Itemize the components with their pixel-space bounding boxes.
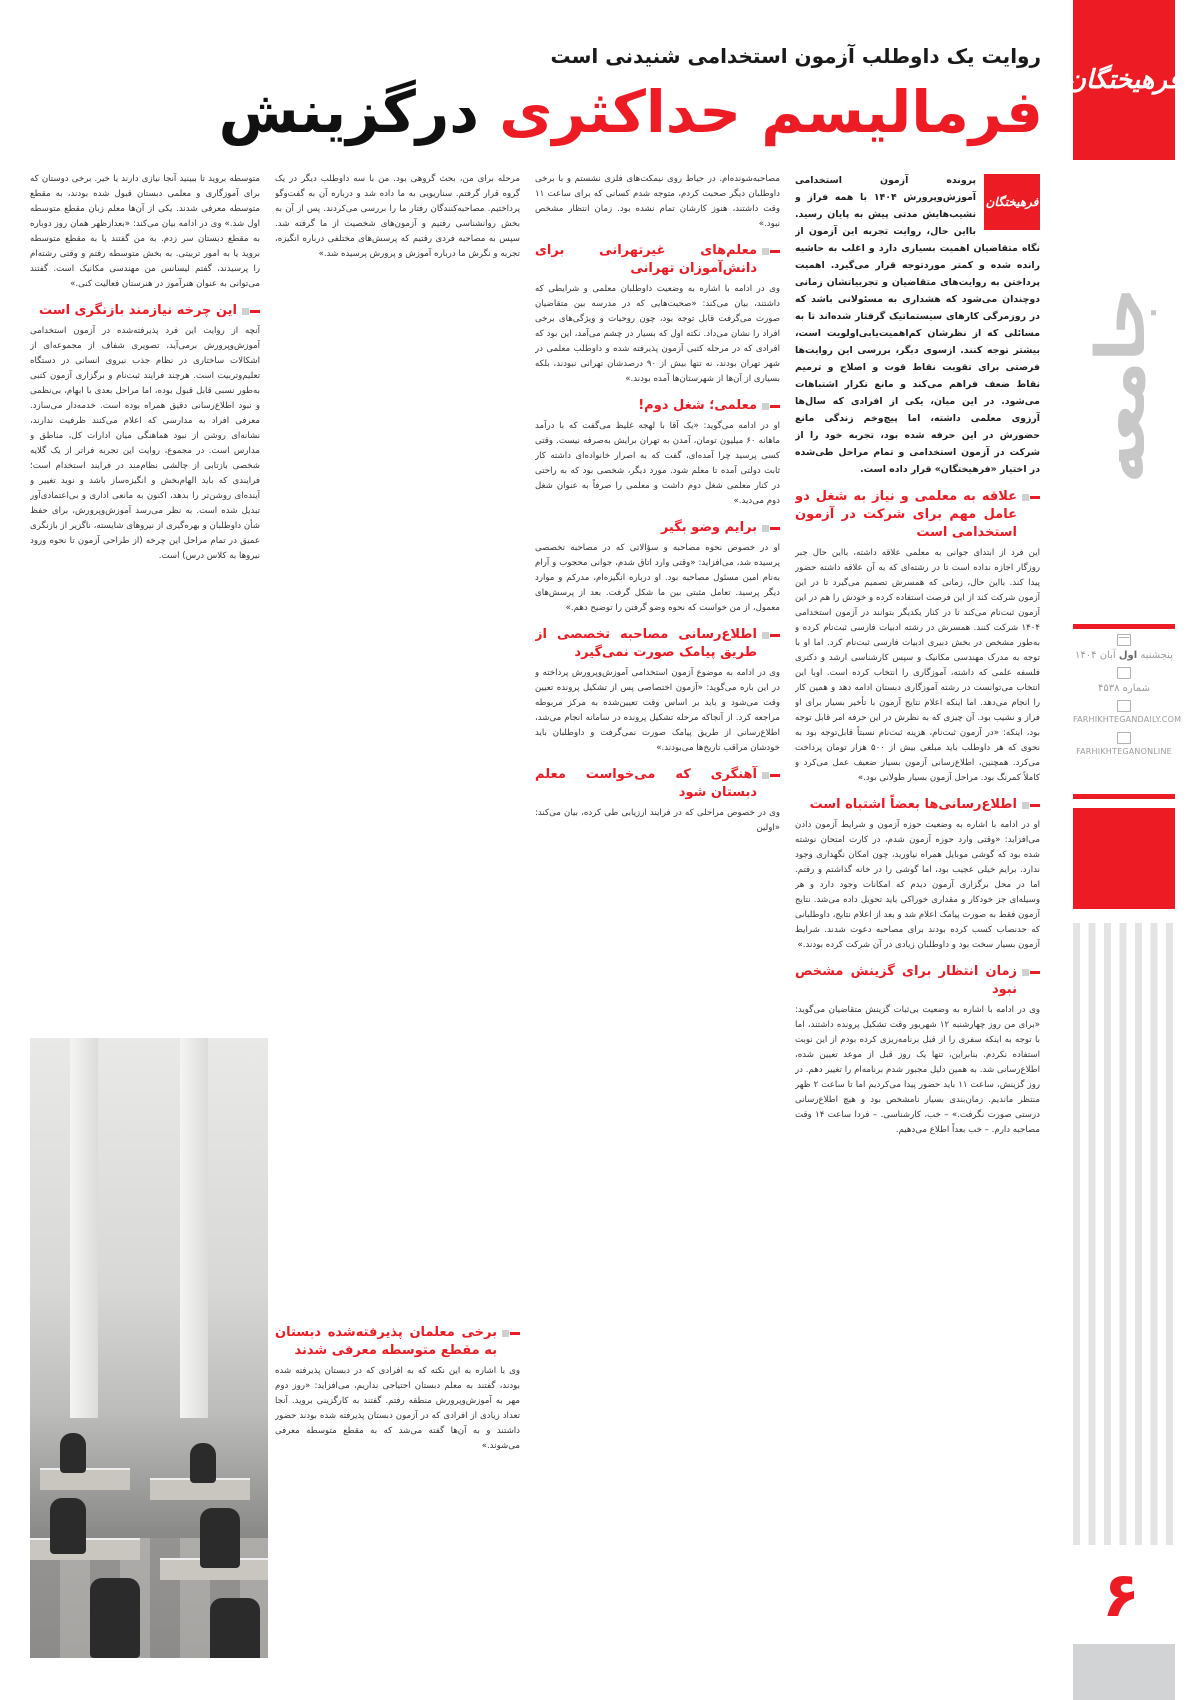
subheading-marker-icon (762, 525, 780, 532)
subheading-marker-icon (1022, 802, 1040, 809)
page-number: ۶ (1102, 1558, 1140, 1631)
paragraph: مصاحبه‌شونده‌ام. در حیاط روی نیمکت‌های فلزی نشستم و با برخی داوطلبان دیگر صحبت کردم، متوجه شدم کسانی که برای ساعت ۱۱ وقت داشتند، هنوز کارشان تمام نشده بود. زمان انتظار مشخص نبود.» (535, 174, 780, 229)
headline-red-part: فرمالیسم حداکثری (499, 78, 1043, 146)
lead-logo: فرهیختگان (984, 174, 1040, 230)
subheading-marker-icon (762, 632, 780, 639)
footer-block (1073, 1644, 1175, 1700)
paragraph: او در ادامه می‌گوید: «یک آقا با لهجه غلیظ می‌گفت که با درآمد ماهانه ۶۰ میلیون تومان، آمدن به تهران برایش به‌صرفه نیست. وقتی کسی پرسید چرا آمده‌ای، گفت که به اصرار خانواده‌ای داشته کار ثابت دولتی آمده تا معلم شود. مورد دیگر، شخصی بود که به راحتی در کنار معلمی شغل دوم داشت و معلمی را صرفاً به عنوان شغل دوم می‌دید.» (535, 421, 780, 506)
subheading-marker-icon (762, 772, 780, 779)
page-headline (219, 70, 1043, 154)
exam-hall-photo (30, 1038, 268, 1658)
article-column-1 (795, 172, 1040, 1677)
article-lead: فرهیختگان پرونده آزمون استخدامی آموزش‌وپرورش ۱۴۰۴ با همه فراز و نشیب‌هایش مدتی پیش به پایان رسید. بااین حال، روایت تجربه این آزمون از نگاه متقاضیان اهمیت بسیاری دارد و اغلب به حاشیه رانده شده و کمتر موردتوجه قرار می‌گیرد. اهمیت پرداختن به روایت‌های متقاضیان و تجربیاتشان زمانی دوچندان می‌شود که هشداری به مسئولانی باشد که در روزمرگی کارهای سیستماتیک گرفتار شده‌اند تا به مسائلی که از نظرشان کم‌اهمیت‌یا‌بی‌اولویت است، بیشتر توجه کنند. ازسوی دیگر، بررسی این روایت‌ها فرصتی برای تقویت نقاط قوت و اصلاح و ترمیم نقاط ضعف فراهم می‌کند و مانع تکرار اشتباهات می‌شود. در این میان، یکی از افرادی که سال‌ها آرزوی معلمی داشته، اما پیچ‌وخم زندگی مانع حضورش در این حرفه شده بود، تجربه خود را از شرکت در آزمون استخدامی و تمام مراحل طی‌شده در اختیار «فرهیختگان» قرار داده است. (795, 175, 1040, 475)
paragraph: این فرد از ابتدای جوانی به معلمی علاقه داشته، بااین حال جبر روزگار اجازه نداده است تا در رشته‌ای که به آن علاقه داشته حضور پیدا کند. بااین حال، زمانی که همسرش تصمیم می‌گیرد تا در این آزمون شرکت کند از این فرصت استفاده کرده و خودش را هم در این آزمون ثبت‌نام می‌کند تا در کنار یکدیگر بتوانند در آزمون استخدامی ۱۴۰۴ شرکت کنند. همسرش در رشته ادبیات فارسی ثبت‌نام کرده و به‌طور مشخص در بخش دبیری ادبیات فارسی ثبت‌نام کرد. اما او با توجه به مدرک مهندسی مکانیک و سپس کارشناسی ارشد و دکتری فلسفه علمی که داشته، آموزگاری را انتخاب کرده است. اوبا این انتخاب می‌توانست در رشته آموزگاری دبستان ادامه دهد و همین کار را انجام می‌دهد. اما اینکه اعلام نتایج آزمون با تأخیر بسیار برای او فراز و نشیب بود. آن چیزی که به نظرش در این حرفه امر قابل توجه بود، اینکه: «در آزمون ثبت‌نام، هزینه ثبت‌نام نسبتاً قابل‌توجه بود به نحوی که هر داوطلب باید مبلغی بیش از ۵۰۰ هزار تومان پرداخت می‌کرد. همچنین، اطلاع‌رسانی آزمون بسیار ضعیف عمل می‌کرد و کاملاً کمرنگ بود. مراحل آزمون بسیار طولانی بود.» (795, 548, 1040, 783)
logo-text: فرهیختگان (1066, 65, 1182, 95)
column-spacer (275, 264, 520, 1314)
article-column-2 (535, 172, 780, 1677)
calendar-icon (1117, 634, 1131, 646)
subheading: علاقه به معلمی و نیاز به شغل دو عامل مهم برای شرکت در آزمون استخدامی است (795, 488, 1040, 542)
issue-date: پنجشنبه اول آبان ۱۴۰۴ (1075, 650, 1173, 661)
issue-number: شماره ۴۵۳۸ (1098, 683, 1150, 694)
paragraph: او در ادامه با اشاره به وضعیت حوزه آزمون و شرایط آزمون دادن می‌افزاید: «وقتی وارد حوزه آزمون شدم، در کارت امتحان نوشته شده بود که گوشی موبایل همراه نیاورید، چون امکان نگهداری وجود ندارد. برایم خیلی عجیب بود، اما گوشی را در خانه گذاشتم و رفتم. اما در محل برگزاری آزمون دیدم که امکانات وجود دارد و هر وسیله‌ای جز خودکار و مقداری خوراکی باید تحویل داده می‌شد. نتایج آزمون فقط به صورت پیامک اعلام شد و بعد از اعلام نتایج، داوطلبانی که حدنصاب کسب کرده بودند برای مصاحبه دعوت شدند. شرایط آزمون بسیار سخت بود و داوطلبان زیادی در آن شرکت کرده بودند.» (795, 820, 1040, 950)
subheading-marker-icon (762, 248, 780, 255)
paragraph: او در خصوص نحوه مصاحبه و سؤالاتی که در مصاحبه تخصصی پرسیده شد، می‌افزاید: «وقتی وارد اتاق شدم، جوانی محجوب و آرام به‌نام امین مسئول مصاحبه بود. او درباره انگیزه‌ام، مدرکم و موارد دیگر پرسید. تعامل مثبتی بین ما شکل گرفت. بعد از پرسش‌های معمول، از من خواست که نحوه وضو گرفتن را توضیح دهم.» (535, 543, 780, 613)
red-block-decoration (1073, 808, 1175, 909)
photo-person (210, 1598, 260, 1658)
paragraph: مرحله برای من، بحث گروهی بود. من با سه داوطلب دیگر در یک گروه قرار گرفتم. سناریویی به ما داده شد و درباره آن به گفت‌وگو پرداختیم. مصاحبه‌کنندگان رفتار ما را بررسی می‌کردند. پس از آن به بخش روانشناسی رفتیم و آزمون‌های شخصیت از ما گرفته شد. سپس به مصاحبه فردی رفتیم که پرسش‌های مختلفی درباره انگیزه، تجربه و نگرش ما درباره آموزش و پرورش پرسیده شد.» (275, 174, 520, 259)
photo-pillar (70, 1038, 98, 1418)
subheading: برایم وضو بگیر (535, 519, 780, 537)
subheading: معلمی؛ شغل دوم! (535, 397, 780, 415)
headline-kicker: روایت یک داوطلب آزمون استخدامی شنیدنی است (550, 44, 1041, 68)
subheading: این چرخه نیازمند بازنگری است (30, 302, 260, 320)
subheading-marker-icon (762, 403, 780, 410)
paragraph: وی با اشاره به این نکته که به افرادی که در دبستان پذیرفته شده بودند، گفتند به معلم دبستان احتیاجی نداریم، می‌افزاید: «روز دوم مهر به آموزش‌وپرورش منطقه رفتم. گفتند به کارگزینی بروید. آنجا تعداد زیادی از افرادی که در آزمون دبستان پذیرفته شده بودند حضور داشتند و به آن‌ها گفته می‌شد که به مقطع متوسطه معرفی می‌شوند.» (275, 1366, 520, 1451)
social-icon (1117, 732, 1131, 744)
paragraph: وی در ادامه با اشاره به وضعیت داوطلبان معلمی و شرایطی که داشتند، بیان می‌کند: «صحبت‌هایی که در مدرسه بین متقاضیان صورت می‌گرفت قابل توجه بود، چون روحیات و ویژگی‌های برخی افراد را نشان می‌داد. نکته اول که بسیار در چشم می‌آمد، این بود که افرادی که در مرحله کتبی آزمون پذیرفته شده و داوطلب معلمی در شهر تهران بودند، نه تنها بیش از ۹۰ درصدشان تهرانی نبودند، بلکه بسیاری از آن‌ها از شهرستان‌ها آمده بودند.» (535, 284, 780, 384)
website-link[interactable]: FARHIKHTEGANDAILY.COM (1073, 715, 1182, 724)
paragraph: آنچه از روایت این فرد پذیرفته‌شده در آزمون استخدامی آموزش‌وپرورش برمی‌آید، تصویری شفاف از مجموعه‌ای از اشکالات ساختاری در نظام جذب نیروی انسانی در دستگاه تعلیم‌وتربیت است. هرچند فرایند ثبت‌نام و برگزاری آزمون کتبی به‌طور نسبی قابل قبول بوده، اما مراحل بعدی با ابهام، بی‌نظمی و نبود اطلاع‌رسانی دقیق همراه بوده است. خدمه‌دار می‌سازد. معرفی افراد به مدارسی که اعلام می‌کنند ظرفیت ندارند، نشانه‌ای روشن از نبود هماهنگی میان ادارات کل، مناطق و مدارس است. در مجموع، روایت این تجربه فراتر از یک گلایه شخصی بازتابی از چالشی نظام‌مند در فرایند استخدام است؛ فرایندی که باید الهام‌بخش و انگیزه‌ساز باشد و نوید تغییر و آینده‌ای روشن‌تر را بدهد، اکنون به مانعی اداری و بی‌اعتمادی‌آور تبدیل شده است. به نظر می‌رسد آموزش‌وپرورش، برای حفظ شأن داوطلبان و بهره‌گیری از نیروهای شایسته، ناگزیر از بازنگری عمیق در تمام مراحل این چرخه (از طراحی آزمون تا نحوه ورود نیروها به کلاس درس) است. (30, 326, 260, 561)
subheading: اطلاع‌رسانی‌ها بعضاً اشتباه است (795, 796, 1040, 814)
paragraph: متوسطه بروید تا ببینید آنجا نیازی دارند یا خیر. برخی دوستان که برای آموزگاری و معلمی دبستان قبول شده بودند، به مقطع متوسطه معرفی شدند. یکی از آن‌ها معلم زبان مقطع متوسطه اول شد.» وی در ادامه بیان می‌کند: «بعدازظهر همان روز دوباره به مقطع دبستان سر زدم. به من گفتند یا به مقطع متوسطه بروید یا به امور تربیتی. به بخش متوسطه رفتم و وقتی رشته‌ام را پرسیدند، گفتم لیسانس من مهندسی مکانیک است. گفتند می‌توانی به عنوان هنرآموز در هنرستان فعالیت کنی.» (30, 174, 260, 289)
subheading-marker-icon (1022, 969, 1040, 976)
photo-person (90, 1578, 140, 1658)
social-handle[interactable]: FARHIKHTEGANONLINE (1076, 747, 1172, 756)
headline-black-part: درگزینش (218, 78, 480, 146)
article-column-3 (275, 172, 520, 1677)
web-icon (1117, 700, 1131, 712)
section-title-text: جامعه (1081, 286, 1161, 484)
bar-pattern-decoration (1073, 923, 1175, 1545)
divider (1073, 794, 1175, 799)
subheading: آهنگری که می‌خواست معلم دبستان شود (535, 766, 780, 802)
newspaper-icon (1117, 667, 1131, 679)
photo-pillar (180, 1038, 208, 1418)
section-title (1081, 255, 1161, 515)
subheading: زمان انتظار برای گزینش مشخص نبود (795, 963, 1040, 999)
subheading-marker-icon (502, 1330, 520, 1337)
page-sidebar (1060, 0, 1191, 1700)
photo-person (50, 1498, 86, 1554)
article-column-4 (30, 172, 260, 1032)
subheading-marker-icon (1022, 494, 1040, 501)
subheading: اطلاع‌رسانی مصاحبه تخصصی از طریق پیامک صورت نمی‌گیرد (535, 626, 780, 662)
paragraph: وی در ادامه با اشاره به وضعیت بی‌ثبات گزینش متقاضیان می‌گوید: «برای من روز چهارشنبه ۱۲ شهریور وقت تشکیل پرونده داشتند، اما با توجه به اینکه سفری را از قبل برنامه‌ریزی کرده بودم از این نوبت استفاده نکردم. بنابراین، تنها یک روز قبل از موعد تعیین شده، اطلاع‌رسانی شد. به همین دلیل مجبور شدم برنامه‌ام را تغییر دهم. در روز گزینش، ساعت ۱۱ باید حضور پیدا می‌کردیم اما تا ساعت ۲ ظهر منتظر ماندیم. زمان‌بندی بسیار نامشخص بود و هیچ اطلاع‌رسانی درستی صورت نگرفت.» – خب، کارشناسی. – فردا ساعت ۱۴ وقت مصاحبه دارم. – خب بعداً اطلاع می‌دهیم. (795, 1005, 1040, 1135)
photo-person (60, 1433, 86, 1473)
subheading: برخی معلمان پذیرفته‌شده دبستان به مقطع متوسطه معرفی شدند (275, 1324, 520, 1360)
subheading: معلم‌های غیرتهرانی برای دانش‌آموزان تهرانی (535, 242, 780, 278)
paragraph: وی در خصوص مراحلی که در فرایند ارزیابی طی کرده، بیان می‌کند: «اولین (535, 808, 780, 833)
photo-person (200, 1508, 240, 1568)
issue-meta (1073, 630, 1182, 756)
subheading-marker-icon (242, 308, 260, 315)
divider (1073, 624, 1175, 629)
paragraph: وی در ادامه به موضوع آزمون استخدامی آموزش‌وپرورش پرداخته و در این باره می‌گوید: «آزمون اختصاصی پس از تشکیل پرونده تعیین وقت می‌شود و باید بر اساس وقت تعیین‌شده به مرکز مربوطه مراجعه کرد. از آنجاکه مرحله تشکیل پرونده در سامانه انجام می‌شد، اطلاع‌رسانی از طریق پیامک صورت نمی‌گرفت و داوطلبان باید خودشان مراقب تاریخ‌ها می‌بودند.» (535, 668, 780, 753)
newspaper-logo (1066, 0, 1182, 160)
photo-person (190, 1443, 216, 1483)
